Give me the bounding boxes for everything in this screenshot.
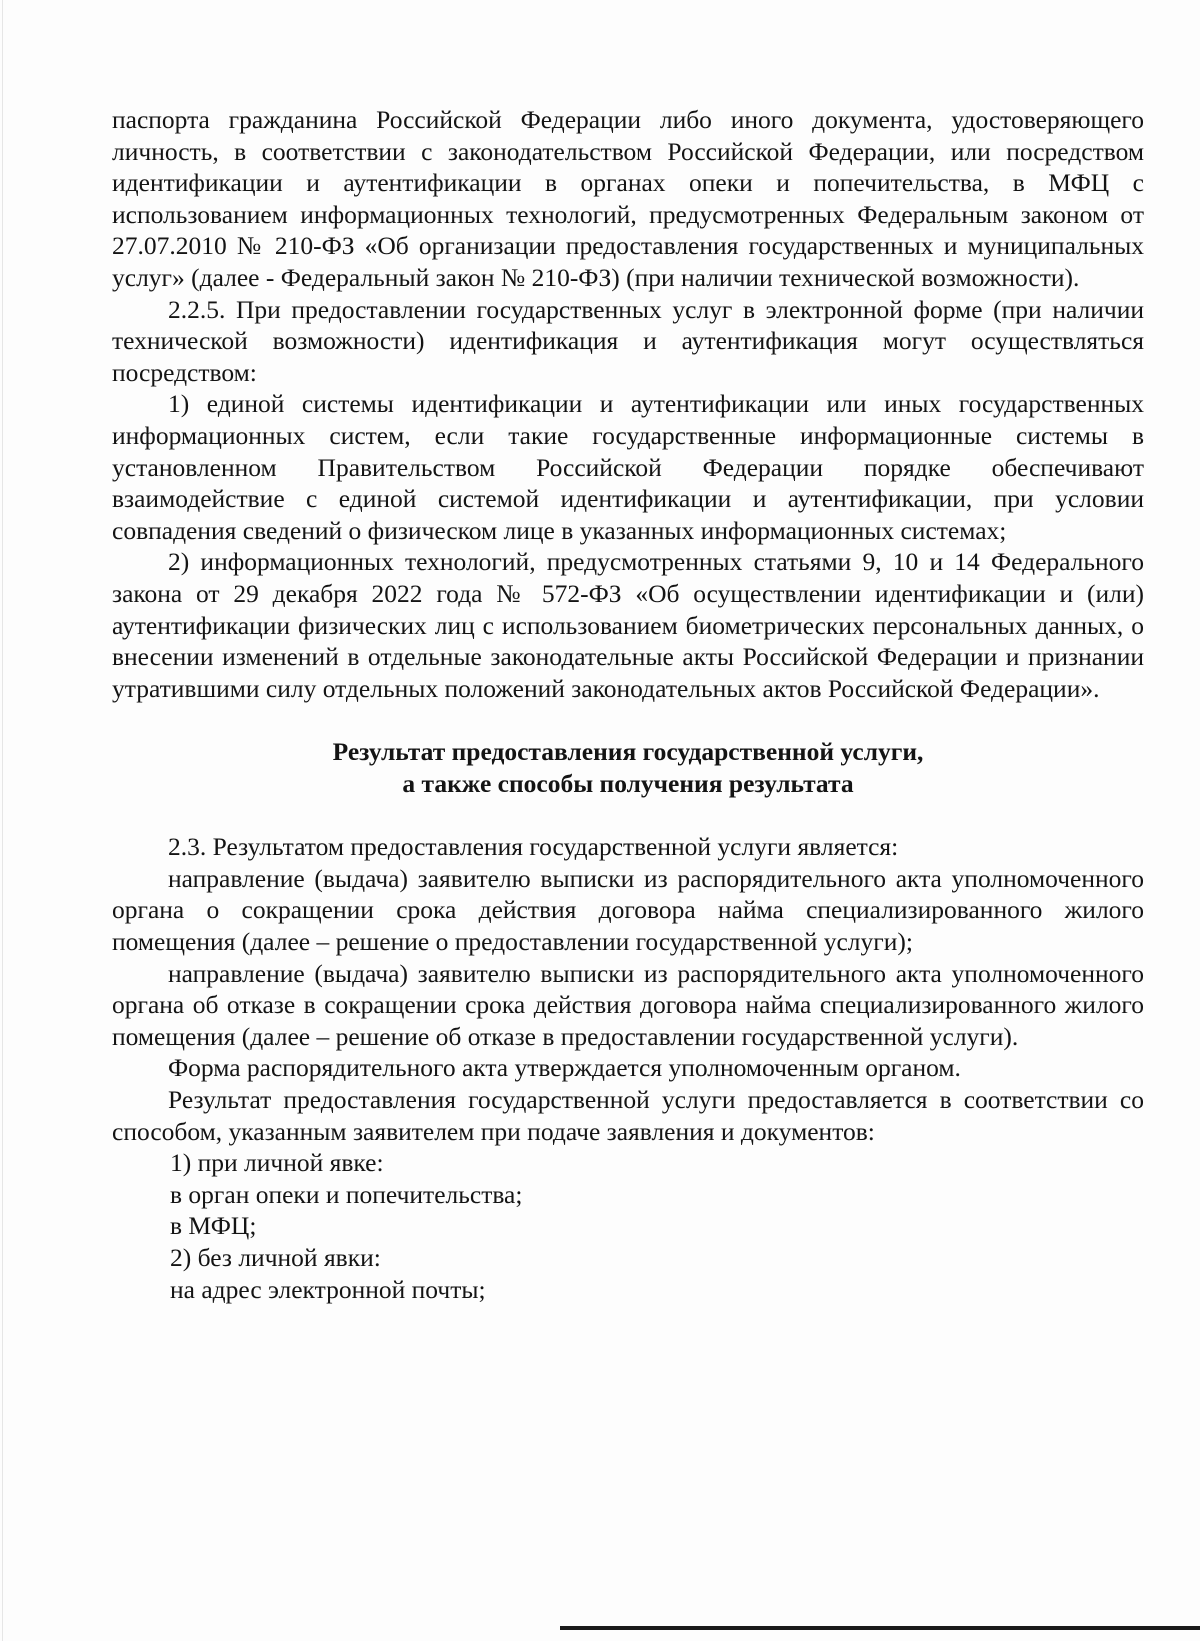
section-heading-line-1: Результат предоставления государственной услуги,	[332, 737, 924, 767]
paragraph-biometric-item: 2) информационных технологий, предусмотренных статьями 9, 10 и 14 Федерального закона от 29 декабря 2022 года № 572-ФЗ «Об осуществлении идентификации и (или) аутентификации физических лиц с использованием биометрических персональных данных, о внесении изменений в отдельные законодательные акты Российской Федерации и признании утратившими силу отдельных положений законодательных актов Российской Федерации».	[112, 547, 1144, 703]
paragraph-result-refusal: направление (выдача) заявителю выписки из распорядительного акта уполномоченного органа об отказе в сокращении срока действия договора найма специализированного жилого помещения (далее – решение об отказе в предоставлении государственной услуги).	[112, 958, 1144, 1051]
paragraph-result-delivery: Результат предоставления государственной услуги предоставляется в соответствии со способом, указанным заявителем при подаче заявления и документов:	[112, 1085, 1144, 1146]
section-heading-line-2: а также способы получения результата	[402, 769, 854, 799]
paragraph-passport-identification: паспорта гражданина Российской Федерации либо иного документа, удостоверяющего личность, в соответствии с законодательством Российской Федерации, или посредством идентификации и аутентификации в органах опеки и попечительства, в МФЦ с использованием информационных технологий, предусмотренных Федеральным законом от 27.07.2010 № 210-ФЗ «Об организации предоставления государственных и муниципальных услуг» (далее - Федеральный закон № 210-ФЗ) (при наличии технической возможности).	[112, 105, 1144, 292]
list-item: на адрес электронной почты;	[170, 1274, 486, 1304]
list-item: 1) при личной явке:	[170, 1148, 384, 1178]
document-body	[112, 104, 1144, 1305]
section-heading	[112, 736, 1144, 800]
paragraph-esia-item: 1) единой системы идентификации и аутентификации или иных государственных информационных систем, если такие государственные информационные системы в установленном Правительством Российской Федерации порядке обеспечивают взаимодействие с единой системой идентификации и аутентификации, при условии совпадения сведений о физическом лице в указанных информационных системах;	[112, 389, 1144, 545]
list-item: в орган опеки и попечительства;	[170, 1179, 523, 1209]
paragraph-2-2-5: 2.2.5. При предоставлении государственных услуг в электронной форме (при наличии технической возможности) идентификация и аутентификация могут осуществляться посредством:	[112, 294, 1144, 387]
list-item: 2) без личной явки:	[170, 1243, 381, 1272]
list-item: в МФЦ;	[170, 1211, 257, 1241]
paragraph-act-form: Форма распорядительного акта утверждается уполномоченным органом.	[168, 1053, 961, 1083]
scan-bottom-edge	[560, 1626, 1200, 1630]
paragraph-2-3: 2.3. Результатом предоставления государственной услуги является:	[168, 832, 899, 862]
scan-edge-line	[2, 0, 3, 1641]
paragraph-result-grant: направление (выдача) заявителю выписки из распорядительного акта уполномоченного органа о сокращении срока действия договора найма специализированного жилого помещения (далее – решение о предоставлении государственной услуги);	[112, 863, 1144, 957]
